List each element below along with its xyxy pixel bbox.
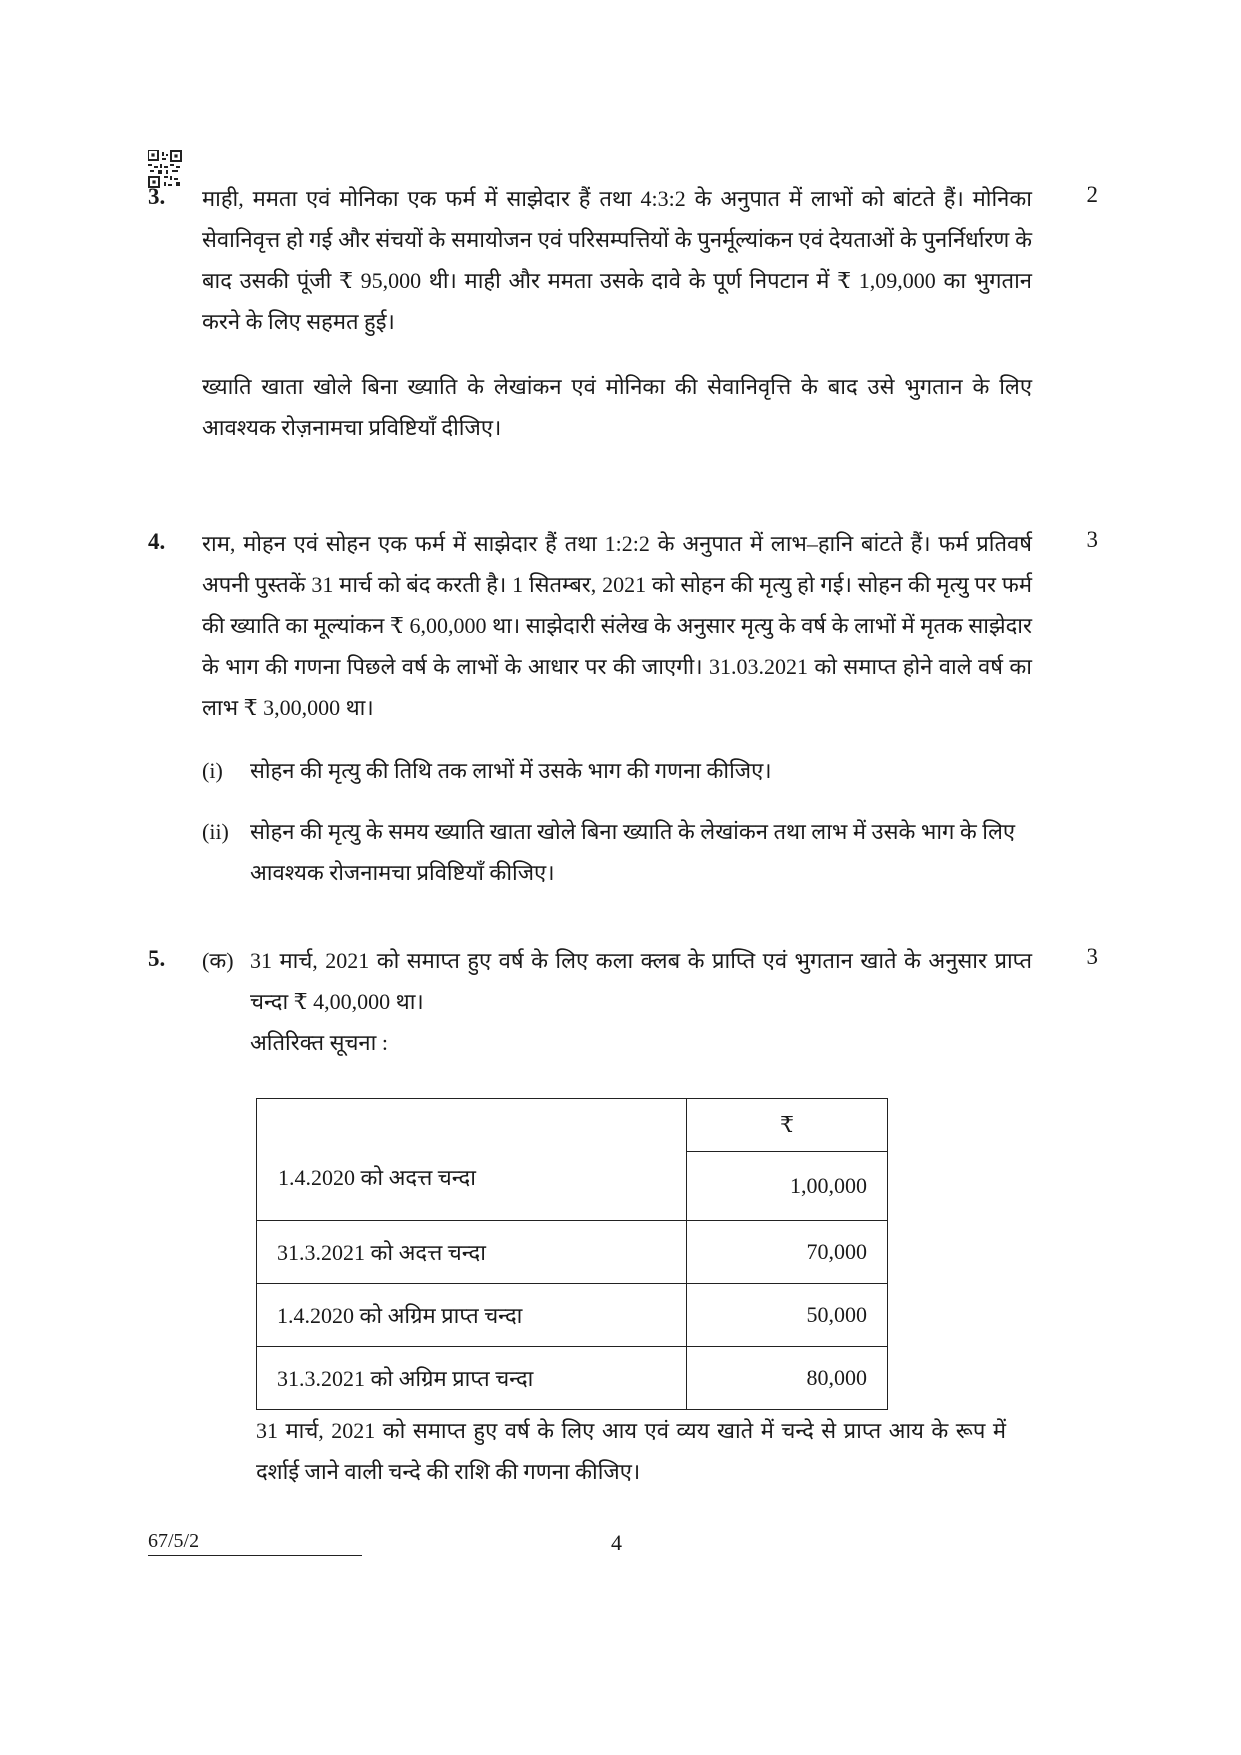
question-5 <box>148 940 1098 1063</box>
table-row <box>257 1284 888 1347</box>
item-cell: 31.3.2021 को अदत्त चन्दा <box>257 1221 687 1284</box>
page-number: 4 <box>611 1530 622 1555</box>
additional-info-label: अतिरिक्त सूचना : <box>250 1030 388 1055</box>
item-cell: 1.4.2020 को अग्रिम प्राप्त चन्दा <box>257 1284 687 1347</box>
amount-cell: 1,00,000 <box>687 1152 888 1221</box>
marks: 3 <box>1086 527 1098 552</box>
amount-cell: 70,000 <box>687 1221 888 1284</box>
amount-cell: 80,000 <box>687 1347 888 1410</box>
marks: 3 <box>1086 944 1098 969</box>
question-number: 5. <box>148 946 166 971</box>
table-row <box>257 1221 888 1284</box>
item-cell: 1.4.2020 को अदत्त चन्दा <box>278 1165 476 1190</box>
question-number: 4. <box>148 529 166 554</box>
question-text: माही, ममता एवं मोनिका एक फर्म में साझेदार हैं तथा 4:3:2 के अनुपात में लाभों को बांटते हैं। मोनिका सेवानिवृत्त हो गई और संचयों के समायोजन एवं परिसम्पत्तियों के पुनर्मूल्यांकन एवं देयताओं के पुनर्निर्धारण के बाद उसकी पूंजी ₹ 95,000 थी। माही और ममता उसके दावे के पूर्ण निपटान में ₹ 1,09,000 का भुगतान करने के लिए सहमत हुई। <box>202 186 1032 334</box>
paper-code: 67/5/2 <box>148 1530 362 1556</box>
sub-part-label: (i) <box>202 758 223 783</box>
currency-header: ₹ <box>687 1099 888 1152</box>
question-number: 3. <box>148 184 166 209</box>
sub-part-text: सोहन की मृत्यु की तिथि तक लाभों में उसके भाग की गणना कीजिए। <box>250 758 772 783</box>
question-5-task: 31 मार्च, 2021 को समाप्त हुए वर्ष के लिए आय एवं व्यय खाते में चन्दे से प्राप्त आय के रूप में दर्शाई जाने वाली चन्दे की राशि की गणना कीजिए। <box>256 1418 1006 1484</box>
sub-part-ii <box>202 811 1032 893</box>
question-text: राम, मोहन एवं सोहन एक फर्म में साझेदार हैं तथा 1:2:2 के अनुपात में लाभ–हानि बांटते हैं। फर्म प्रतिवर्ष अपनी पुस्तकें 31 मार्च को बंद करती है। 1 सितम्बर, 2021 को सोहन की मृत्यु हो गई। सोहन की मृत्यु पर फर्म की ख्याति का मूल्यांकन ₹ 6,00,000 था। साझेदारी संलेख के अनुसार मृत्यु के वर्ष के लाभों में मृतक साझेदार के भाग की गणना पिछले वर्ष के लाभों के आधार पर की जाएगी। 31.03.2021 को समाप्त होने वाले वर्ष का लाभ ₹ 3,00,000 था। <box>202 531 1032 720</box>
question-instruction: ख्याति खाता खोले बिना ख्याति के लेखांकन एवं मोनिका की सेवानिवृत्ति के बाद उसे भुगतान के लिए आवश्यक रोज़नामचा प्रविष्टियाँ दीजिए। <box>202 374 1032 440</box>
question-intro: 31 मार्च, 2021 को समाप्त हुए वर्ष के लिए कला क्लब के प्राप्ति एवं भुगतान खाते के अनुसार प्राप्त चन्दा ₹ 4,00,000 था। <box>250 948 1032 1014</box>
sub-part-text: सोहन की मृत्यु के समय ख्याति खाता खोले बिना ख्याति के लेखांकन तथा लाभ में उसके भाग के लिए आवश्यक रोजनामचा प्रविष्टियाँ कीजिए। <box>250 819 1016 885</box>
question-3 <box>148 178 1098 448</box>
subscription-info-table <box>256 1098 888 1410</box>
amount-cell: 50,000 <box>687 1284 888 1347</box>
sub-part-label: (ii) <box>202 819 229 844</box>
marks: 2 <box>1086 182 1098 207</box>
part-label: (क) <box>202 948 234 973</box>
table-row <box>257 1347 888 1410</box>
item-cell: 31.3.2021 को अग्रिम प्राप्त चन्दा <box>257 1347 687 1410</box>
sub-part-i <box>202 750 1032 791</box>
question-4 <box>148 523 1098 893</box>
